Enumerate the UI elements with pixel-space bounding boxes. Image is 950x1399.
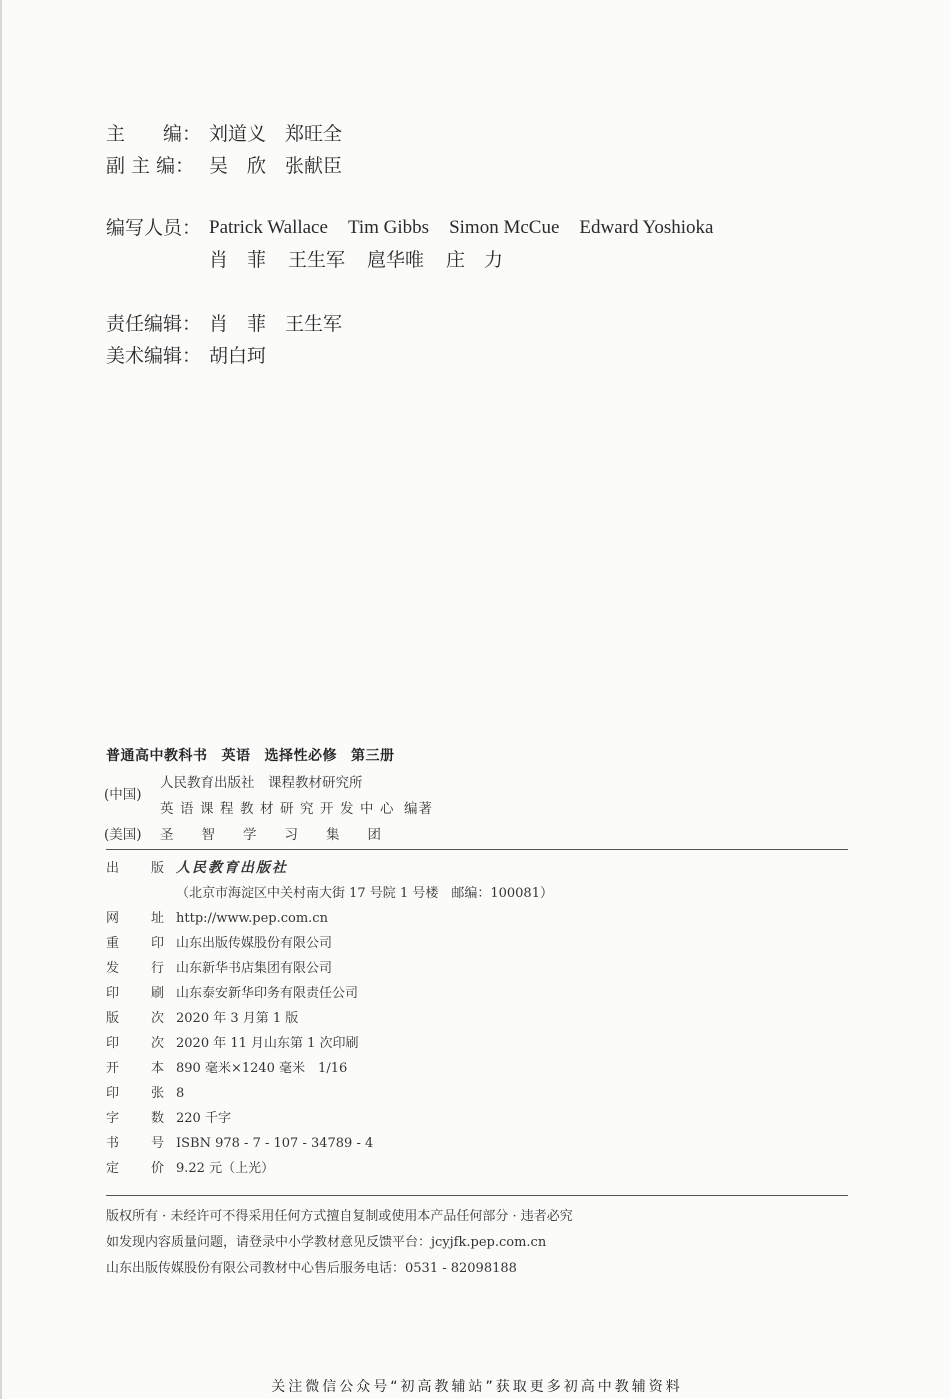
legal-line: 版权所有 · 未经许可不得采用任何方式擅自复制或使用本产品任何部分 · 违者必究: [106, 1209, 573, 1224]
writers-en-list: [209, 212, 733, 244]
footer-watermark: 关注微信公众号“初高教辅站”获取更多初高中教辅资料: [271, 1379, 683, 1395]
writer-zh: 庄 力: [446, 249, 504, 271]
info-label-char: 印: [150, 936, 164, 951]
writers-row: [106, 212, 733, 244]
publisher-signature: 人民教育出版社: [176, 860, 288, 876]
info-value: 9.22 元（上光）: [176, 1161, 275, 1176]
info-value: 山东出版传媒股份有限公司: [176, 936, 333, 951]
publisher-row: [106, 856, 848, 881]
authors: [106, 771, 848, 843]
info-label-char: 印: [106, 986, 120, 1001]
art-editor-value: 胡白珂: [209, 345, 267, 367]
author-line-2-text: 英语课程教材研究开发中心: [160, 801, 400, 817]
author-line-1: 人民教育出版社 课程教材研究所: [160, 775, 363, 791]
info-label-char: 刷: [150, 986, 164, 1001]
book-title-part: 英语: [221, 748, 251, 764]
info-label-char: 张: [150, 1086, 164, 1101]
responsible-editor-row: [106, 308, 733, 340]
info-label-char: 开: [106, 1061, 120, 1076]
info-label-char: 号: [150, 1136, 164, 1151]
book-title-part: 普通高中教科书: [106, 748, 208, 764]
writer-en: Simon McCue: [449, 217, 560, 238]
divider: [106, 849, 848, 850]
writers-zh-row: [106, 244, 733, 276]
info-label-char: 重: [106, 936, 120, 951]
info-row: [106, 956, 848, 981]
info-row: [106, 1081, 848, 1106]
country-china: (中国): [104, 787, 142, 803]
info-label-char: 本: [150, 1061, 164, 1076]
info-label-char: 次: [150, 1011, 164, 1026]
country-usa: (美国): [104, 827, 142, 843]
deputy-editor-label: 副 主 编：: [106, 155, 195, 177]
info-row: [106, 906, 848, 931]
info-label-char: 版: [106, 1011, 120, 1026]
info-row: [106, 1131, 848, 1156]
info-label-char: 印: [106, 1036, 120, 1051]
writer-en: Patrick Wallace: [209, 217, 328, 238]
info-value: 220 千字: [176, 1111, 231, 1126]
responsible-editor-value: 肖 菲 王生军: [209, 313, 343, 335]
info-label-char: 定: [106, 1161, 120, 1176]
info-label-char: 出: [106, 861, 120, 876]
info-row: [106, 931, 848, 956]
author-line-2: [160, 797, 433, 817]
info-value: 山东泰安新华印务有限责任公司: [176, 986, 359, 1001]
info-label-char: 价: [150, 1161, 164, 1176]
info-label-char: 址: [150, 911, 164, 926]
writer-zh: 肖 菲: [209, 249, 267, 271]
publication-info: [106, 856, 848, 1181]
info-label-char: 行: [150, 961, 164, 976]
book-title: [106, 745, 848, 765]
chief-editor-label: 主 编：: [106, 123, 202, 145]
writer-en: Edward Yoshioka: [579, 217, 714, 238]
info-value: ISBN 978 - 7 - 107 - 34789 - 4: [176, 1136, 374, 1151]
writer-zh: 扈华唯: [367, 249, 425, 271]
imprint-block: [106, 745, 848, 1282]
info-row: [106, 1031, 848, 1056]
book-title-part: 第三册: [351, 748, 395, 764]
info-label-char: 印: [106, 1086, 120, 1101]
info-row: [106, 1106, 848, 1131]
chief-editor-value: 刘道义 郑旺全: [209, 123, 343, 145]
info-label-char: 次: [150, 1036, 164, 1051]
info-value: http://www.pep.com.cn: [176, 911, 328, 926]
address-row: [106, 881, 848, 906]
writers-label: 编写人员：: [106, 217, 202, 239]
responsible-editor-label: 责任编辑：: [106, 313, 202, 335]
info-value: 890 毫米×1240 毫米 1/16: [176, 1061, 348, 1076]
author-role: 编著: [404, 801, 433, 817]
art-editor-label: 美术编辑：: [106, 345, 202, 367]
writer-zh: 王生军: [288, 249, 346, 271]
deputy-editor-row: [106, 150, 733, 182]
info-value: 山东新华书店集团有限公司: [176, 961, 333, 976]
info-row: [106, 1056, 848, 1081]
legal-notice: [106, 1204, 848, 1282]
info-row: [106, 981, 848, 1006]
info-row: [106, 1156, 848, 1181]
info-row: [106, 1006, 848, 1031]
info-value: 2020 年 11 月山东第 1 次印刷: [176, 1036, 359, 1051]
info-label-char: 字: [106, 1111, 120, 1126]
deputy-editor-value: 吴 欣 张献臣: [209, 155, 343, 177]
info-label-char: 发: [106, 961, 120, 976]
writer-en: Tim Gibbs: [347, 217, 430, 238]
legal-line: 如发现内容质量问题，请登录中小学教材意见反馈平台：jcyjfk.pep.com.cn: [106, 1235, 547, 1250]
info-value: 8: [176, 1086, 185, 1101]
info-value: 2020 年 3 月第 1 版: [176, 1011, 299, 1026]
author-line-3: 圣智学习集团: [160, 827, 409, 843]
info-label-char: 版: [150, 861, 164, 876]
book-title-part: 选择性必修: [264, 748, 337, 764]
chief-editor-row: [106, 118, 733, 150]
writers-zh-list: [209, 244, 525, 276]
publisher-address: （北京市海淀区中关村南大街 17 号院 1 号楼 邮编：100081）: [176, 886, 553, 901]
info-label-char: 书: [106, 1136, 120, 1151]
divider: [106, 1195, 848, 1196]
info-label-char: 数: [150, 1111, 164, 1126]
credits-block: [106, 118, 733, 372]
info-label-char: 网: [106, 911, 120, 926]
legal-line: 山东出版传媒股份有限公司教材中心售后服务电话：0531 - 82098188: [106, 1261, 517, 1276]
art-editor-row: [106, 340, 733, 372]
